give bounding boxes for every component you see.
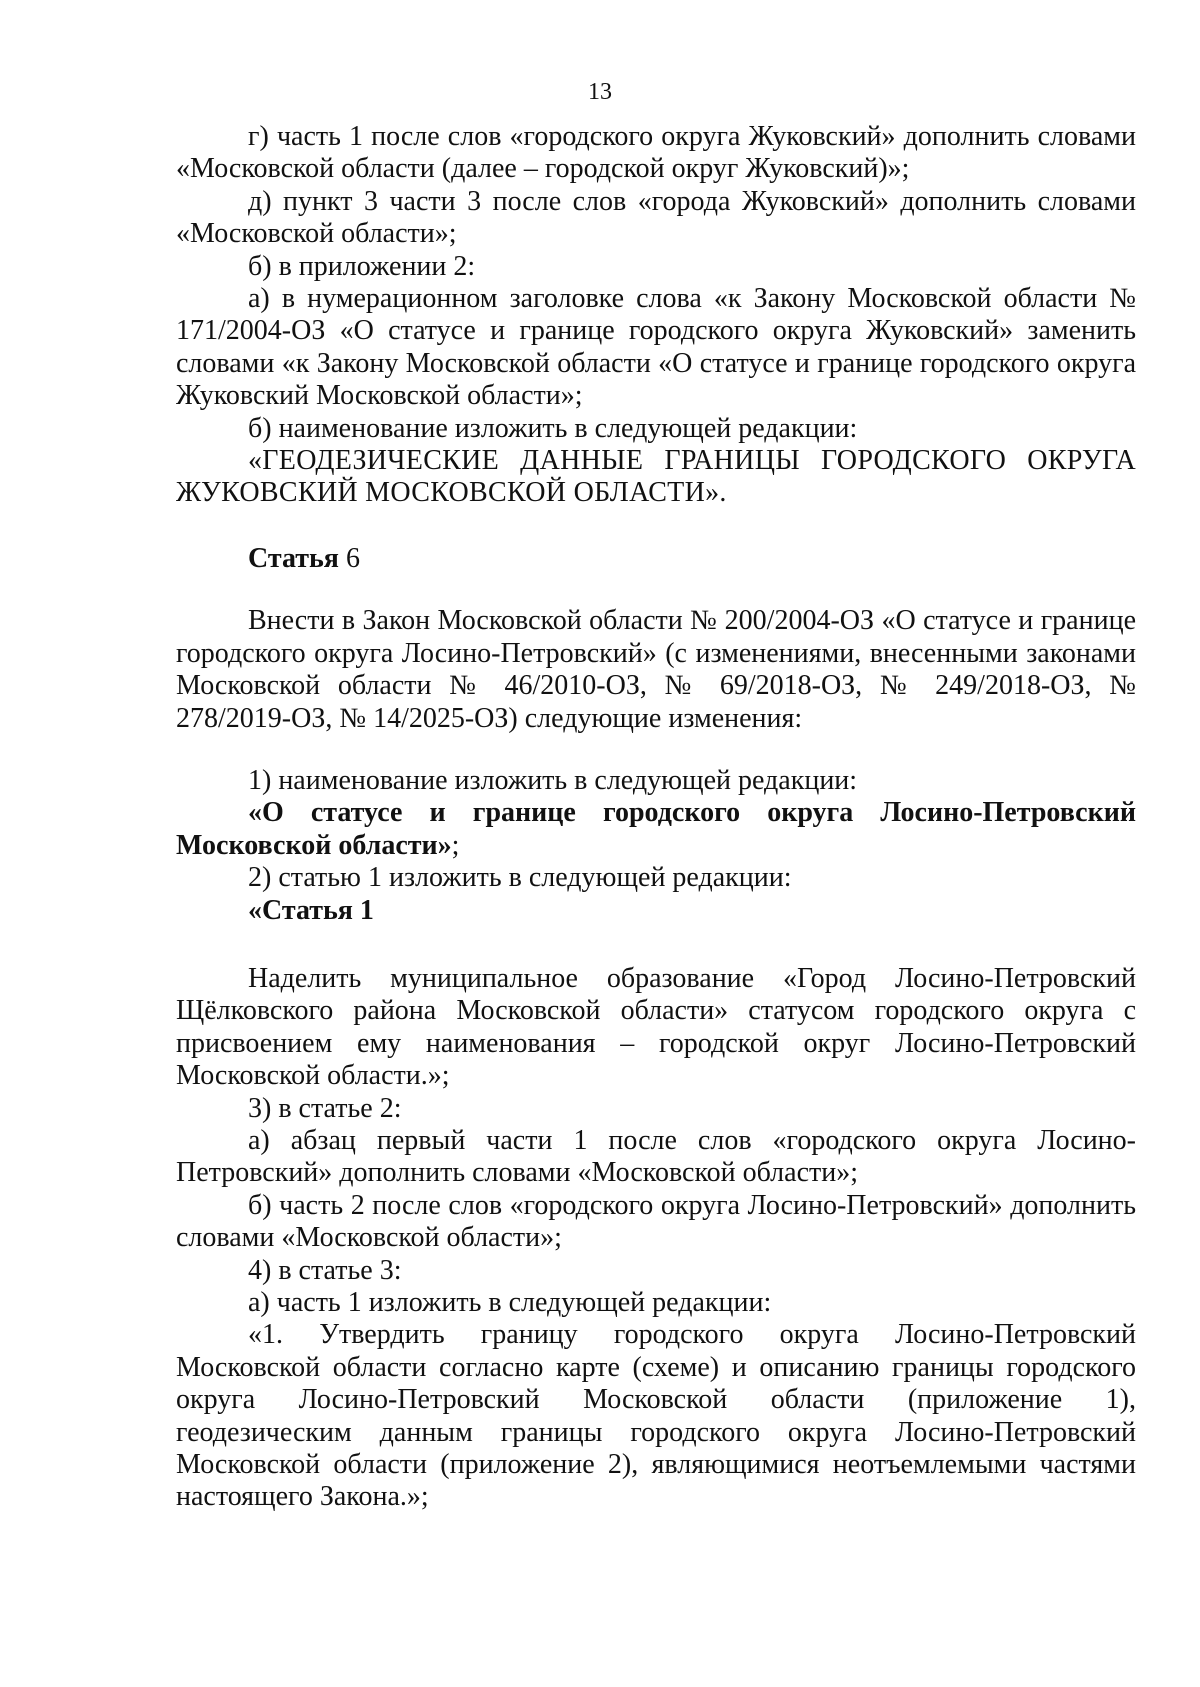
article-number: 6 — [345, 542, 360, 574]
spacer — [176, 575, 1136, 605]
article-label: Статья — [248, 542, 339, 574]
spacer — [176, 510, 1136, 543]
paragraph-item-4a: а) часть 1 изложить в следующей редакции: — [248, 1287, 772, 1318]
paragraph-new-title — [176, 797, 1136, 862]
paragraph-item-4: 4) в статье 3: — [248, 1254, 402, 1286]
paragraph-item-2: 2) статью 1 изложить в следующей редакции: — [248, 862, 792, 894]
paragraph-item-1: 1) наименование изложить в следующей редакции: — [248, 764, 858, 796]
spacer — [176, 735, 1136, 765]
paragraph-amend-g: г) часть 1 после слов «городского округа Жуковский» дополнить словами «Московской области (далее – городской округ Жуковский)»; — [176, 121, 1136, 185]
article-heading — [176, 543, 1136, 575]
paragraph-intro: Внести в Закон Московской области № 200/2004-ОЗ «О статусе и границе городского округа Лосино-Петровский» (с изменениями, внесенными законами Московской области № 46/2010-ОЗ, № 69/2018-ОЗ, № 249/2018-ОЗ, № 278/2019-ОЗ, № 14/2025-ОЗ) следующие изменения: — [176, 605, 1136, 734]
paragraph-appendix-2: б) в приложении 2: — [248, 250, 476, 282]
paragraph-article-1-text: Наделить муниципальное образование «Город Лосино-Петровский Щёлковского района Московской области» статусом городского округа с присвоением ему наименования – городской округ Лосино-Петровский Московской области.»; — [176, 962, 1136, 1092]
new-title-tail: ; — [451, 829, 460, 861]
paragraph-title-change: б) наименование изложить в следующей редакции: — [248, 412, 858, 444]
new-title-text: «О статусе и границе городского округа Лосино-Петровский Московской области» — [176, 797, 1136, 861]
paragraph-geodetic-title: «ГЕОДЕЗИЧЕСКИЕ ДАННЫЕ ГРАНИЦЫ ГОРОДСКОГО ОКРУГА ЖУКОВСКИЙ МОСКОВСКОЙ ОБЛАСТИ». — [176, 445, 1136, 509]
paragraph-amend-d: д) пункт 3 части 3 после слов «города Жуковский» дополнить словами «Московской области»; — [176, 185, 1136, 250]
paragraph-article-1-heading: «Статья 1 — [248, 894, 374, 926]
paragraph-item-3a: а) абзац первый части 1 после слов «городского округа Лосино-Петровский» дополнить словами «Московской области»; — [176, 1124, 1136, 1189]
page-number: 13 — [588, 79, 612, 105]
paragraph-boundary-text: «1. Утвердить границу городского округа Лосино-Петровский Московской области согласно карте (схеме) и описанию границы городского округа Лосино-Петровский Московской области (приложение 1), геодезическим данным границы городского округа Лосино-Петровский Московской области (приложение 2), являющимися неотъемлемыми частями настоящего Закона.»; — [176, 1319, 1136, 1513]
paragraph-numbering-header: а) в нумерационном заголовке слова «к Закону Московской области № 171/2004-ОЗ «О статусе и границе городского округа Жуковский» заменить словами «к Закону Московской области «О статусе и границе городского округа Жуковский Московской области»; — [176, 283, 1136, 412]
document-body — [176, 121, 1136, 1514]
paragraph-item-3b: б) часть 2 после слов «городского округа Лосино-Петровский» дополнить словами «Московской области»; — [176, 1189, 1136, 1254]
paragraph-item-3: 3) в статье 2: — [248, 1092, 402, 1124]
spacer — [176, 927, 1136, 963]
